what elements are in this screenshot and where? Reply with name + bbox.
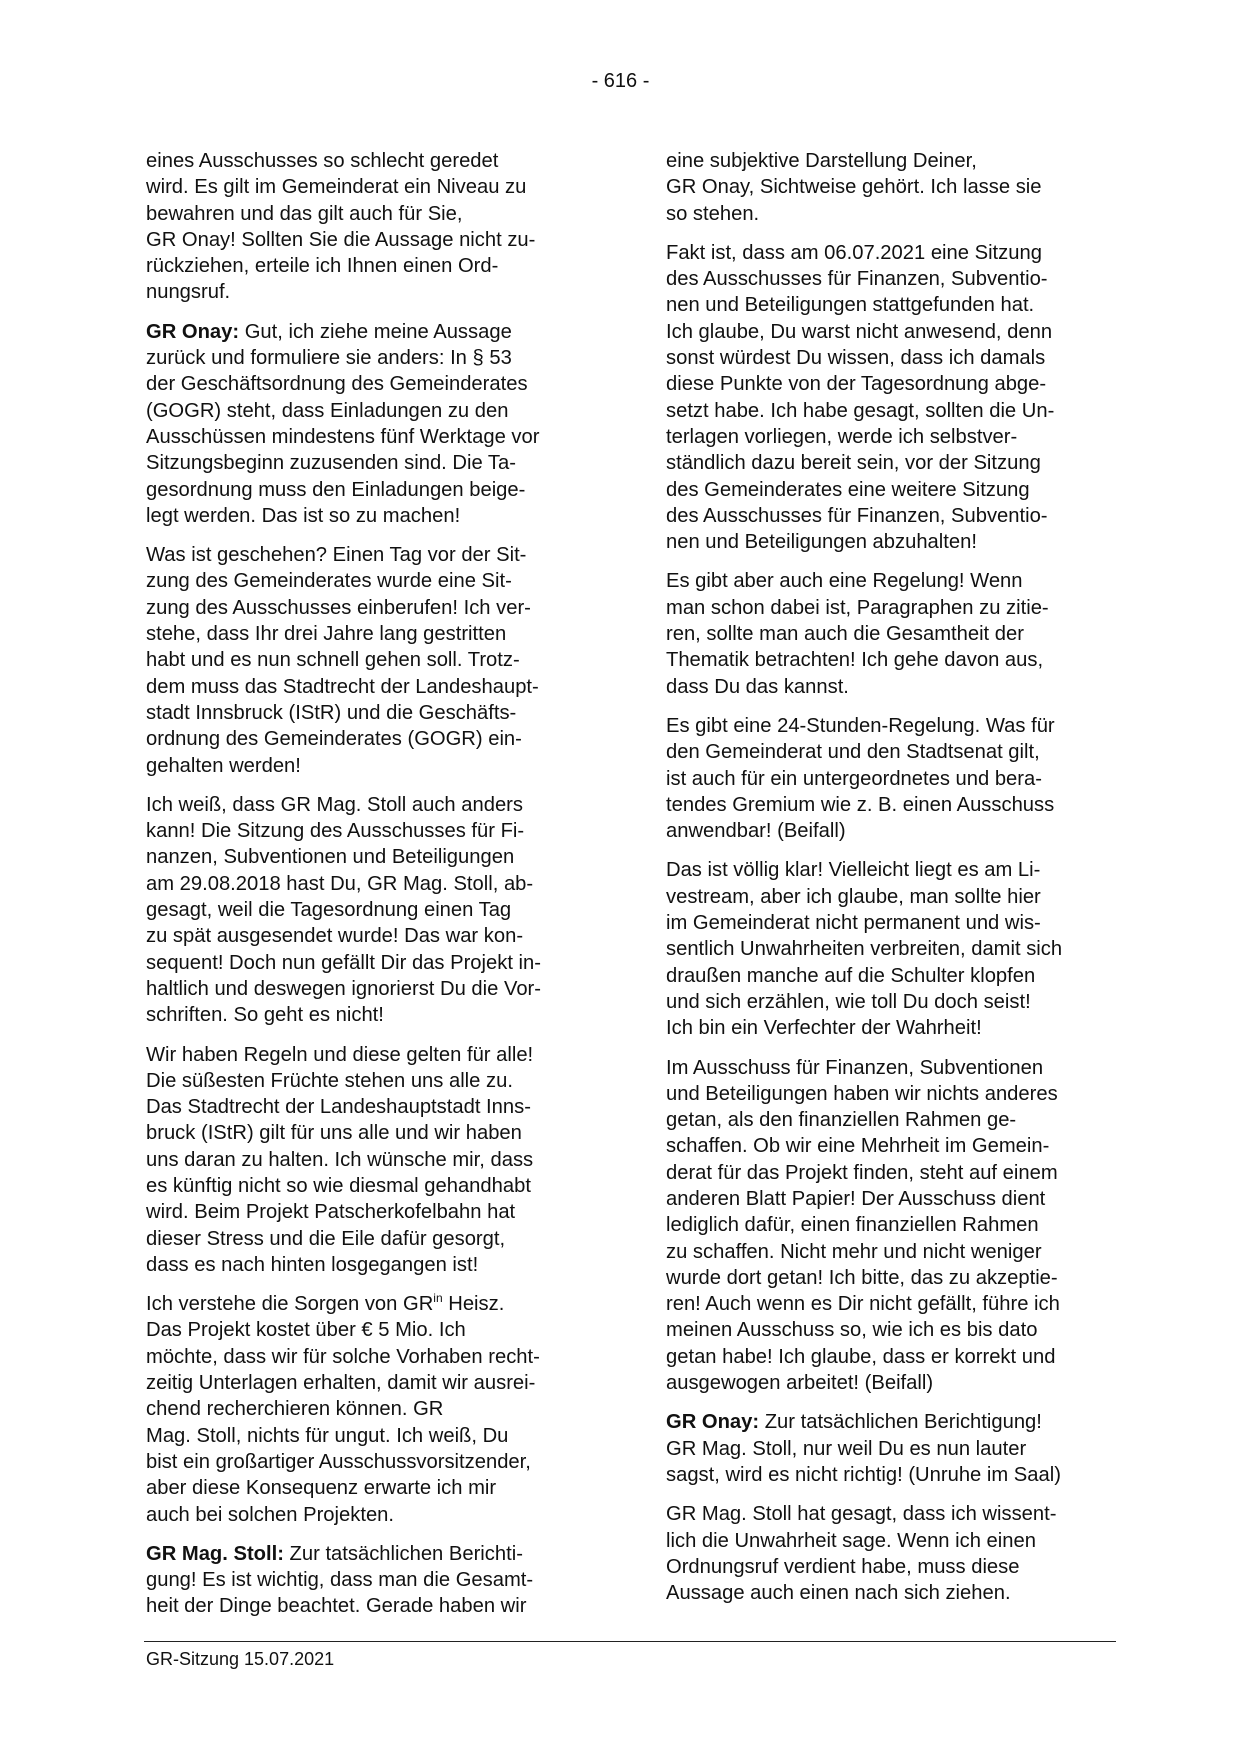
text-line: stadt Innsbruck (IStR) und die Geschäfts- — [146, 701, 517, 724]
text-line: den Gemeinderat und den Stadtsenat gilt, — [666, 741, 1040, 764]
text-line: Aussage auch einen nach sich ziehen. — [666, 1582, 1011, 1605]
text-line: Es gibt aber auch eine Regelung! Wenn — [666, 570, 1023, 593]
text-line: ausgewogen arbeitet! (Beifall) — [666, 1372, 934, 1395]
text-line: dass Du das kannst. — [666, 675, 849, 698]
footer-session: GR-Sitzung 15.07.2021 — [146, 1649, 335, 1669]
text-line: Mag. Stoll, nichts für ungut. Ich weiß, Du — [146, 1424, 509, 1447]
text-line: aber diese Konsequenz erwarte ich mir — [146, 1477, 497, 1500]
text-line: Ordnungsruf verdient habe, muss diese — [666, 1555, 1020, 1578]
text-line: dem muss das Stadtrecht der Landeshaupt- — [146, 675, 539, 698]
text-line — [146, 1541, 596, 1567]
text-line: ren! Auch wenn es Dir nicht gefällt, führe ich — [666, 1293, 1060, 1316]
text-line: so stehen. — [666, 202, 760, 225]
text-line: uns daran zu halten. Ich wünsche mir, dass — [146, 1148, 534, 1171]
text-line — [146, 319, 596, 345]
text-line: des Ausschusses für Finanzen, Subventio- — [666, 504, 1048, 527]
text-line: zu spät ausgesendet wurde! Das war kon- — [146, 925, 524, 948]
text-line: setzt habe. Ich habe gesagt, sollten die Un- — [666, 399, 1055, 422]
speaker-name: GR Onay: — [666, 1411, 760, 1434]
text-line: Ich bin ein Verfechter der Wahrheit! — [666, 1017, 982, 1040]
page-number: - 616 - — [591, 70, 650, 92]
text-line: Das Stadtrecht der Landeshauptstadt Inns- — [146, 1096, 531, 1119]
paragraph — [666, 240, 1116, 556]
text-line: nungsruf. — [146, 281, 231, 304]
text-line: zu schaffen. Nicht mehr und nicht weniger — [666, 1240, 1042, 1263]
text-line: schriften. So geht es nicht! — [146, 1004, 384, 1027]
text-line: ren, sollte man auch die Gesamtheit der — [666, 623, 1024, 646]
text-line: nanzen, Subventionen und Beteiligungen — [146, 846, 515, 869]
text-line: der Geschäftsordnung des Gemeinderates — [146, 373, 528, 396]
text-line: schaffen. Ob wir eine Mehrheit im Gemein- — [666, 1135, 1050, 1158]
text-line: stehe, dass Ihr drei Jahre lang gestritten — [146, 623, 507, 646]
text-line: zeitig Unterlagen erhalten, damit wir ausrei- — [146, 1372, 536, 1395]
text-line: man schon dabei ist, Paragraphen zu zitie- — [666, 596, 1049, 619]
text-line: Im Ausschuss für Finanzen, Subventionen — [666, 1056, 1044, 1079]
text-line: heit der Dinge beachtet. Gerade haben wir — [146, 1595, 527, 1618]
text-line: Wir haben Regeln und diese gelten für alle! — [146, 1043, 534, 1066]
text-line: draußen manche auf die Schulter klopfen — [666, 964, 1036, 987]
speech-text: Zur tatsächlichen Berichti- — [283, 1542, 523, 1565]
text-line: rückziehen, erteile ich Ihnen einen Ord- — [146, 255, 499, 278]
text-line: sagst, wird es nicht richtig! (Unruhe im Saal) — [666, 1463, 1061, 1486]
left-column — [146, 148, 596, 1633]
text-line: diese Punkte von der Tagesordnung abge- — [666, 373, 1047, 396]
text-line: des Gemeinderates eine weitere Sitzung — [666, 478, 1030, 501]
text-line: auch bei solchen Projekten. — [146, 1503, 395, 1526]
text-line: gesordnung muss den Einladungen beige- — [146, 478, 526, 501]
paragraph — [146, 1042, 596, 1279]
text-line: möchte, dass wir für solche Vorhaben recht- — [146, 1345, 540, 1368]
text-line: zung des Gemeinderates wurde eine Sit- — [146, 570, 512, 593]
text-line: chend recherchieren können. GR — [146, 1398, 444, 1421]
text-line: eine subjektive Darstellung Deiner, — [666, 150, 977, 172]
text-line: Ich weiß, dass GR Mag. Stoll auch anders — [146, 793, 523, 816]
paragraph — [666, 857, 1116, 1041]
gender-superscript: in — [433, 1291, 443, 1306]
text-line: vestream, aber ich glaube, man sollte hier — [666, 885, 1041, 908]
text-line: GR Mag. Stoll hat gesagt, dass ich wissent- — [666, 1503, 1057, 1526]
text-line: anderen Blatt Papier! Der Ausschuss dient — [666, 1187, 1046, 1210]
text-line: gesagt, weil die Tagesordnung einen Tag — [146, 899, 512, 922]
text-line — [146, 1291, 596, 1317]
paragraph — [666, 148, 1116, 227]
text-line: sentlich Unwahrheiten verbreiten, damit sich — [666, 938, 1063, 961]
text-line: lich die Unwahrheit sage. Wenn ich einen — [666, 1529, 1036, 1552]
text-line: Thematik betrachten! Ich gehe davon aus, — [666, 649, 1044, 672]
text-line: Sitzungsbeginn zuzusenden sind. Die Ta- — [146, 452, 516, 475]
footer-divider — [144, 1641, 1116, 1642]
text-line: ist auch für ein untergeordnetes und bera- — [666, 767, 1042, 790]
text-line: wurde dort getan! Ich bitte, das zu akzeptie- — [666, 1266, 1058, 1289]
text-line: Die süßesten Früchte stehen uns alle zu. — [146, 1069, 513, 1092]
text-line: zurück und formuliere sie anders: In § 53 — [146, 347, 512, 370]
text-line: Es gibt eine 24-Stunden-Regelung. Was für — [666, 714, 1055, 737]
text-line: GR Mag. Stoll, nur weil Du es nun lauter — [666, 1437, 1027, 1460]
paragraph — [146, 1541, 596, 1620]
text-line: habt und es nun schnell gehen soll. Trotz- — [146, 649, 520, 672]
text-line: meinen Ausschuss so, wie ich es bis dato — [666, 1319, 1038, 1342]
text-line: im Gemeinderat nicht permanent und wis- — [666, 912, 1041, 935]
right-column — [666, 148, 1116, 1619]
speech-text: Heisz. — [442, 1293, 505, 1316]
text-line: ordnung des Gemeinderates (GOGR) ein- — [146, 728, 522, 751]
text-line: kann! Die Sitzung des Ausschusses für Fi- — [146, 820, 525, 843]
text-line: Fakt ist, dass am 06.07.2021 eine Sitzung — [666, 241, 1042, 264]
paragraph — [666, 1501, 1116, 1606]
text-line: Das ist völlig klar! Vielleicht liegt es am Li- — [666, 859, 1041, 882]
text-line: sequent! Doch nun gefällt Dir das Projekt in- — [146, 951, 541, 974]
text-line: und Beteiligungen haben wir nichts anderes — [666, 1082, 1058, 1105]
text-line: ständlich dazu bereit sein, vor der Sitzung — [666, 452, 1041, 475]
text-line: wird. Beim Projekt Patscherkofelbahn hat — [146, 1201, 516, 1224]
text-line: Ausschüssen mindestens fünf Werktage vor — [146, 425, 540, 448]
text-line: GR Onay, Sichtweise gehört. Ich lasse sie — [666, 176, 1042, 199]
paragraph — [666, 1055, 1116, 1397]
text-line: legt werden. Das ist so zu machen! — [146, 504, 461, 527]
speech-text: Ich verstehe die Sorgen von GR — [146, 1293, 434, 1316]
text-line: Was ist geschehen? Einen Tag vor der Sit- — [146, 544, 527, 567]
text-line: GR Onay! Sollten Sie die Aussage nicht zu- — [146, 228, 536, 251]
text-line: derat für das Projekt finden, steht auf einem — [666, 1161, 1058, 1184]
paragraph — [666, 568, 1116, 699]
speaker-name: GR Mag. Stoll: — [146, 1542, 284, 1565]
text-line: eines Ausschusses so schlecht geredet — [146, 150, 499, 172]
paragraph — [146, 319, 596, 529]
text-line: lediglich dafür, einen finanziellen Rahmen — [666, 1214, 1039, 1237]
text-line: gung! Es ist wichtig, dass man die Gesamt- — [146, 1569, 534, 1592]
text-line: des Ausschusses für Finanzen, Subventio- — [666, 268, 1048, 291]
text-line: bruck (IStR) gilt für uns alle und wir haben — [146, 1122, 522, 1145]
text-line: getan habe! Ich glaube, dass er korrekt und — [666, 1345, 1056, 1368]
text-line: haltlich und deswegen ignorierst Du die Vor- — [146, 977, 542, 1000]
text-line: sonst würdest Du wissen, dass ich damals — [666, 347, 1046, 370]
text-line: dieser Stress und die Eile dafür gesorgt, — [146, 1227, 506, 1250]
text-line: nen und Beteiligungen stattgefunden hat. — [666, 294, 1035, 317]
speaker-name: GR Onay: — [146, 320, 240, 343]
paragraph — [146, 1291, 596, 1528]
paragraph — [666, 1409, 1116, 1488]
paragraph — [146, 542, 596, 779]
text-line: tendes Gremium wie z. B. einen Ausschuss — [666, 793, 1055, 816]
text-line: nen und Beteiligungen abzuhalten! — [666, 531, 977, 554]
paragraph — [146, 148, 596, 306]
speech-text: Zur tatsächlichen Berichtigung! — [759, 1411, 1042, 1434]
text-line: getan, als den finanziellen Rahmen ge- — [666, 1109, 1017, 1132]
text-line — [666, 1409, 1116, 1435]
text-line: (GOGR) steht, dass Einladungen zu den — [146, 399, 509, 422]
text-line: Ich glaube, Du warst nicht anwesend, denn — [666, 320, 1053, 343]
text-line: am 29.08.2018 hast Du, GR Mag. Stoll, ab- — [146, 872, 534, 895]
paragraph — [666, 713, 1116, 844]
text-line: anwendbar! (Beifall) — [666, 820, 846, 843]
paragraph — [146, 792, 596, 1029]
text-line: terlagen vorliegen, werde ich selbstver- — [666, 425, 1018, 448]
speech-text: Gut, ich ziehe meine Aussage — [239, 320, 512, 343]
text-line: dass es nach hinten losgegangen ist! — [146, 1253, 479, 1276]
text-line: es künftig nicht so wie diesmal gehandhabt — [146, 1174, 531, 1197]
text-line: gehalten werden! — [146, 754, 301, 777]
text-line: und sich erzählen, wie toll Du doch seist! — [666, 990, 1031, 1013]
text-line: wird. Es gilt im Gemeinderat ein Niveau zu — [146, 176, 527, 199]
text-line: Das Projekt kostet über € 5 Mio. Ich — [146, 1319, 466, 1342]
text-line: bewahren und das gilt auch für Sie, — [146, 202, 463, 225]
text-line: zung des Ausschusses einberufen! Ich ver- — [146, 596, 531, 619]
text-line: bist ein großartiger Ausschussvorsitzender, — [146, 1450, 531, 1473]
